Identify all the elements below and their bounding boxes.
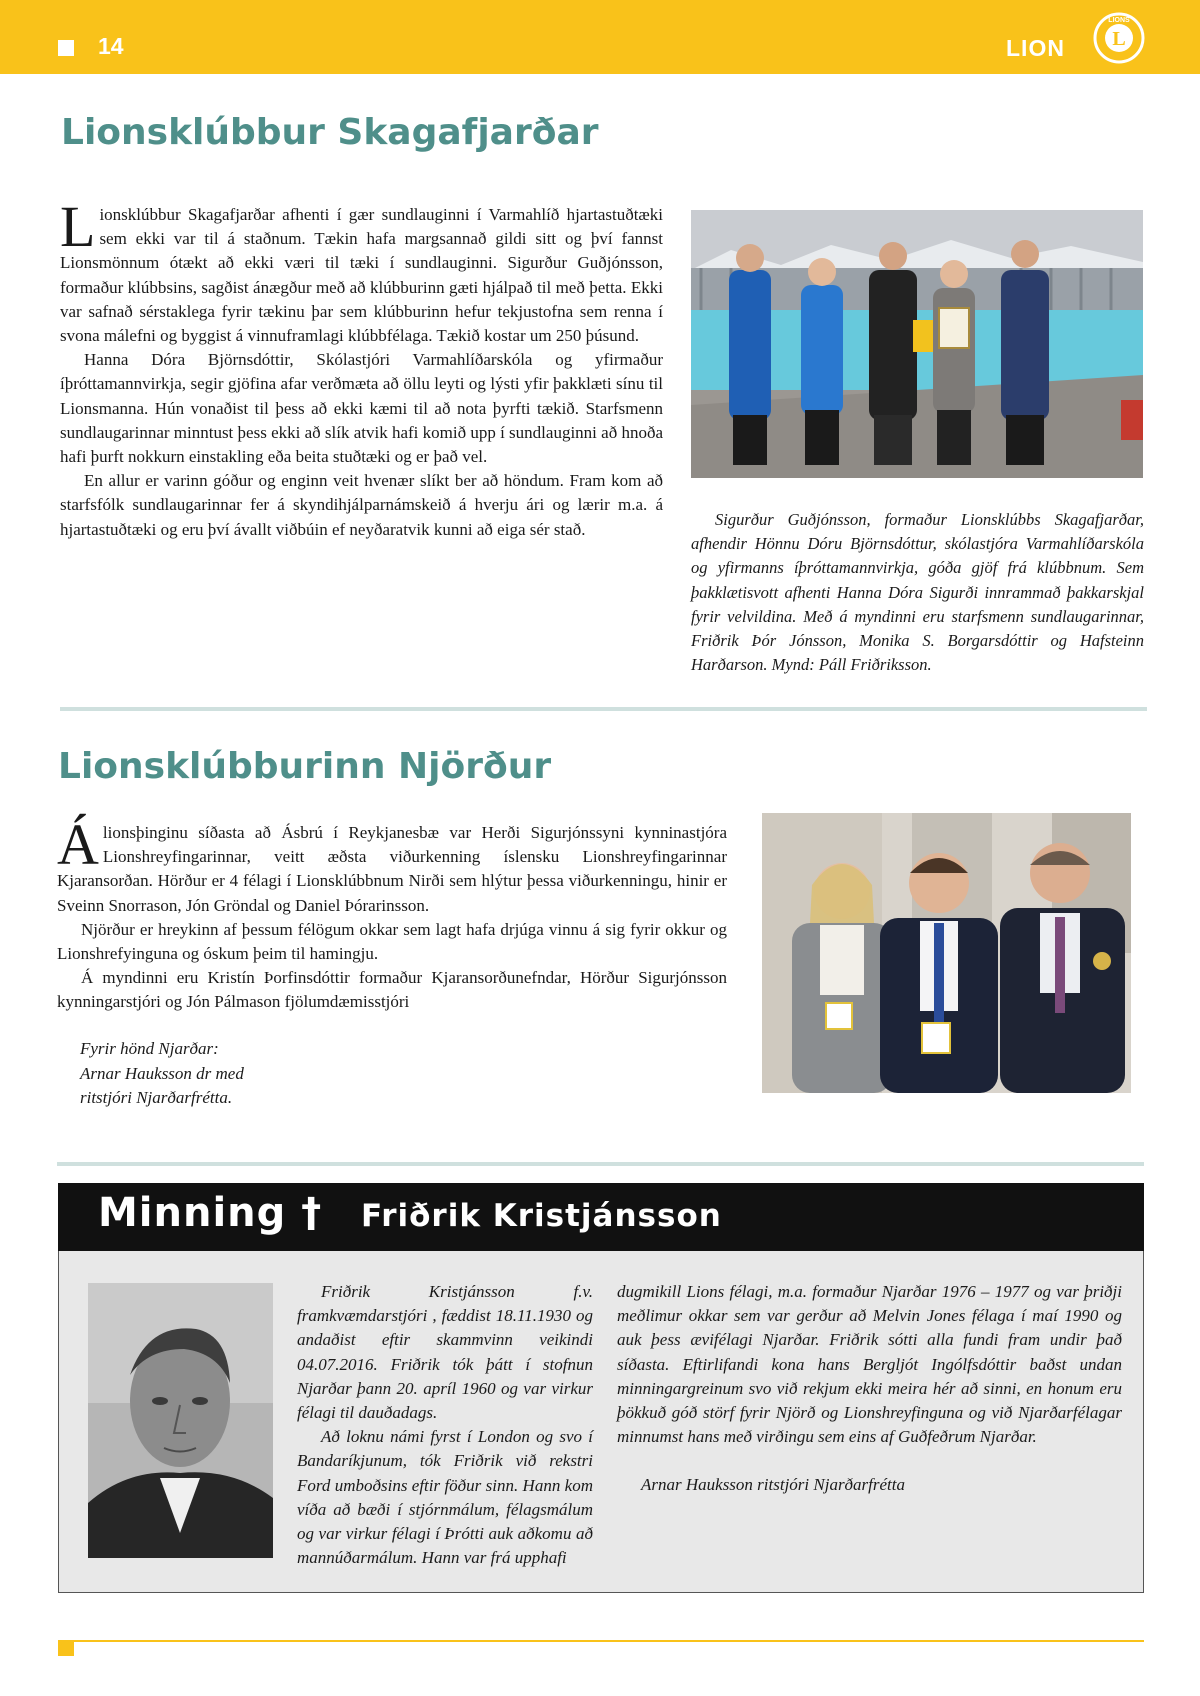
article1-dropcap: L: [60, 194, 96, 259]
article2-dropcap: Á: [57, 812, 99, 877]
footer-square-marker: [58, 1640, 74, 1656]
section-divider-2: [57, 1162, 1144, 1166]
article1-photo-pool-group: [691, 210, 1143, 478]
svg-text:L: L: [1112, 28, 1126, 50]
article2-body: [57, 812, 727, 1015]
memorial-title: Minning †: [98, 1190, 323, 1236]
article2-signature: Fyrir hönd Njarðar: Arnar Hauksson dr med ritstjóri Njarðarfrétta.: [80, 1039, 244, 1107]
svg-text:LIONS: LIONS: [1108, 17, 1130, 24]
article1-paragraph-2: Hanna Dóra Björnsdóttir, Skólastjóri Varmahlíðarskóla og yfirmaður íþróttamannvirkja, segir gjöfina afar verðmæta að öllu leyti og lýsti yfir þakklæti sínu til Lionsmanna. Hún vonaðist til þess að ekki kæmi til að nota þyrfti tækið. Starfsmenn sundlaugarinnar minntust þess ekki að slík atvik hafi komið upp í sundlauginni að hnoða hafi þurft nokkurn einstakling eða beita stuðtæki og er það vel.: [60, 350, 663, 467]
footer-rule: [58, 1640, 1144, 1642]
article1-photo-caption: Sigurður Guðjónsson, formaður Lionsklúbbs Skagafjarðar, afhendir Hönnu Dóru Björnsdóttur, skólastjóra Varmahlíðarskóla og yfirmanns íþróttamannvirkja, góða gjöf frá klúbbnum. Sem þakklætisvott afhenti Hanna Dóra Sigurði innrammað þakkarskjal fyrir velvildina. Með á myndinni eru starfsmenn sundlaugarinnar, Friðrik Þór Jónsson, Monika S. Borgarsdóttir og Hafsteinn Harðarson. Mynd: Páll Friðriksson.: [691, 510, 1144, 675]
article1-title: Lionsklúbbur Skagafjarðar: [61, 112, 599, 153]
memorial-col2-paragraph-1: dugmikill Lions félagi, m.a. formaður Njarðar 1976 – 1977 og var þriðji meðlimur okkar sem var gerður að Melvin Jones félaga í maí 1990 og auk þess ævifélagi Njarðar. Friðrik sótti alla fundi fram undir það síðasta. Eftirlifandi kona hans Bergljót Ingólfsdóttir baðst undan minningargreinum svo við rekjum ekki meira hér að sinni, en honum eru þökkuð góð störf fyrir Njörð og Lionshreyfinguna og við Njarðarfélagar minnumst hans með virðingu sem eins af Guðfeðrum Njarðar.: [617, 1282, 1122, 1447]
memorial-column-1: [297, 1280, 593, 1570]
article2-photo-three-people: [762, 813, 1131, 1093]
memorial-col1-paragraph-2: Að loknu námi fyrst í London og svo í Bandaríkjunum, tók Friðrik við rekstri Ford umboðsins eftir föður sinn. Hann kom víða að bæði í stjórnmálum, félagsmálum og var virkur félagi í Þrótti auk aðkomu að mannúðarmálum. Hann var frá upphafi: [297, 1427, 593, 1568]
article1-paragraph-1: Lionsklúbbur Skagafjarðar afhenti í gær sundlauginni í Varmahlíð hjartastuðtæki sem ekki var til á staðnum. Tækin hafa margsannað gildi sitt og því fannst Lionsmönnum ótækt að ekki væri til tæki í sundlauginni. Sigurður Guðjónsson, formaður klúbbsins, sagðist ánægður með að klúbburinn gæti hjálpað til með þetta. Ekki var safnað sérstaklega fyrir tækinu þar sem klúbburinn hefur tekjustofna sem renna í svona málefni og byggist á vinnuframlagi klúbbfélaga. Tækið kostar um 250 þúsund.: [60, 194, 663, 346]
memorial-column-2: [617, 1280, 1122, 1498]
memorial-person-name: Friðrik Kristjánsson: [361, 1198, 722, 1234]
article1-paragraph-3: En allur er varinn góður og enginn veit hvenær slíkt ber að höndum. Fram kom að starfsfólk sundlaugarinnar fer á skyndihjálparnámskeið á hverju ári og lærir m.a. á hjartastuðtæki og eru því ávallt viðbúin ef neyðaratvik kunni að eiga sér stað.: [60, 471, 663, 539]
magazine-name: LION: [1006, 35, 1065, 61]
memorial-signature: Arnar Hauksson ritstjóri Njarðarfrétta: [641, 1475, 906, 1495]
section-divider-1: [60, 707, 1147, 711]
memorial-col1-paragraph-1: Friðrik Kristjánsson f.v. framkvæmdarstjóri , fæddist 18.11.1930 og andaðist eftir skammvinn veikindi 04.07.2016. Friðrik tók þátt í stofnun Njarðar þann 20. apríl 1960 og var virkur félagi til dauðadags.: [297, 1282, 593, 1423]
article2-title: Lionsklúbburinn Njörður: [58, 746, 552, 787]
article2-paragraph-2: Njörður er hreykinn af þessum félögum okkar sem lagt hafa drjúga vinnu á sig fyrir okkur og Lionshrefyinguna og óskum þeim til hamingju.: [57, 919, 727, 964]
article1-body: [60, 194, 663, 542]
page-header-bar: [0, 0, 1200, 74]
article2-paragraph-3: Á myndinni eru Kristín Þorfinsdóttir formaður Kjaransorðunefndar, Hörður Sigurjónsson kynningarstjóri og Jón Pálmason fjölumdæmisstjóri: [57, 968, 727, 1012]
article2-paragraph-1: Álionsþinginu síðasta að Ásbrú í Reykjanesbæ var Herði Sigurjónssyni kynninastjóra Lionshreyfingarinnar, veitt æðsta viðurkenning íslensku Lionshreyfingarinnar Kjaransorðan. Hörður er 4 félagi í Lionsklúbbnum Nirði sem hlýtur þessa viðurkenningu, hinir er Sveinn Snorrason, Jón Gröndal og Daniel Þórarinsson.: [57, 812, 727, 915]
lions-logo-icon: [1093, 12, 1145, 64]
page-number: 14: [98, 33, 124, 59]
header-square-marker: [58, 40, 74, 56]
memorial-portrait-photo: [88, 1283, 273, 1558]
